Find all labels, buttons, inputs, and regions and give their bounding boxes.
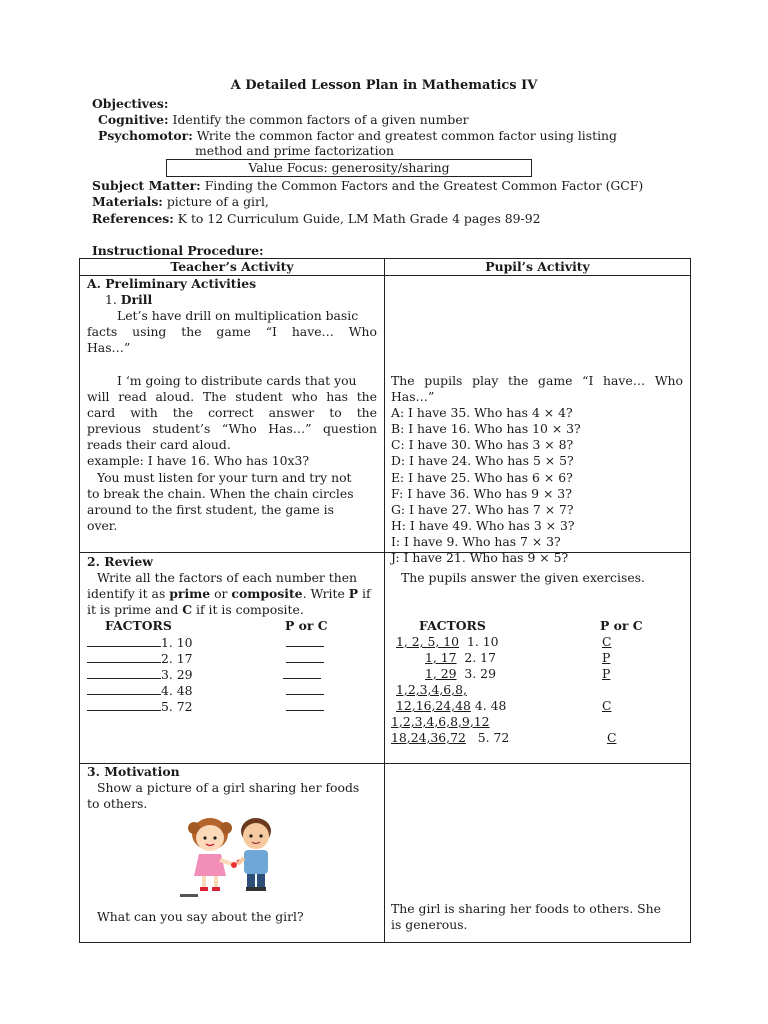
document-title: A Detailed Lesson Plan in Mathematics IV (230, 78, 538, 93)
drill-line: Has…” (87, 340, 131, 355)
drill-pupil-cell (385, 276, 691, 565)
answer-porc: P (602, 666, 611, 681)
pupil-card: G: I have 27. Who has 7 × 7? (391, 502, 574, 517)
pupil-drill-intro: Has…” (391, 389, 435, 404)
girl-sharing-picture (180, 814, 282, 898)
objective-cognitive: Cognitive: Identify the common factors of a given number (98, 112, 469, 127)
drill-teacher-cell (80, 276, 385, 553)
review-heading: 2. Review (87, 554, 153, 569)
review-pupil-cell (385, 553, 691, 764)
review-instruction: identify it as prime or composite. Write P if (87, 586, 371, 601)
teacher-activity-header: Teacher’s Activity (80, 259, 385, 276)
drill-line: will read aloud. The student who has the (87, 389, 377, 404)
factors-header: FACTORS (105, 618, 172, 633)
drill-line: to break the chain. When the chain circles (87, 486, 354, 501)
boy-figure (238, 818, 271, 891)
porc-blank (283, 666, 321, 683)
procedure-heading: Instructional Procedure: (92, 243, 264, 258)
answer-porc: C (607, 730, 617, 745)
porc-blank (286, 698, 324, 715)
pupil-card: A: I have 35. Who has 4 × 4? (391, 405, 573, 420)
table-row (80, 276, 691, 553)
review-instruction: Write all the factors of each number then (97, 570, 358, 585)
answer-factors: 1,2,3,4,6,8, (396, 682, 467, 697)
porc-blank (286, 650, 324, 667)
porc-blank (286, 682, 324, 699)
motivation-pupil-cell (385, 764, 691, 943)
objective-psychomotor: Psychomotor: Write the common factor and greatest common factor using listing (98, 128, 617, 143)
pupil-card: J: I have 21. Who has 9 × 5? (391, 550, 569, 565)
answer-factors: 18,24,36,72 5. 72 (391, 730, 510, 745)
motivation-answer: is generous. (391, 917, 468, 932)
answer-factors: 1, 29 3. 29 (425, 666, 496, 681)
pupil-card: E: I have 25. Who has 6 × 6? (391, 470, 573, 485)
answer-porc: C (602, 634, 612, 649)
porc-header: P or C (285, 618, 328, 633)
motivation-answer: The girl is sharing her foods to others. She (391, 901, 661, 916)
materials: Materials: picture of a girl, (92, 194, 269, 209)
pupil-porc-header: P or C (600, 618, 643, 633)
porc-blank (286, 634, 324, 651)
review-item: 1. 10 (87, 634, 193, 651)
pupil-activity-header: Pupil’s Activity (385, 259, 691, 276)
drill-line: I ‘m going to distribute cards that you (117, 373, 357, 388)
pupil-card: F: I have 36. Who has 9 × 3? (391, 486, 572, 501)
subject-matter: Subject Matter: Finding the Common Factors and the Greatest Common Factor (GCF) (92, 178, 644, 193)
review-teacher-cell (80, 553, 385, 764)
review-item: 2. 17 (87, 650, 193, 667)
drill-example: example: I have 16. Who has 10x3? (87, 453, 309, 468)
pupil-drill-intro: The pupils play the game “I have… Who (391, 373, 683, 388)
table-row (80, 764, 691, 943)
review-item: 5. 72 (87, 698, 193, 715)
answer-factors: 1, 17 2. 17 (425, 650, 496, 665)
motivation-teacher-cell (80, 764, 385, 943)
pupil-review-text: The pupils answer the given exercises. (401, 570, 645, 585)
motivation-question: What can you say about the girl? (97, 909, 304, 924)
answer-porc: C (602, 698, 612, 713)
girl-figure (188, 818, 242, 891)
review-item: 3. 29 (87, 666, 193, 683)
pupil-card: C: I have 30. Who has 3 × 8? (391, 437, 574, 452)
answer-factors: 1,2,3,4,6,8,9,12 (391, 714, 490, 729)
answer-factors: 1, 2, 5, 10 1. 10 (396, 634, 499, 649)
objective-psychomotor-cont: method and prime factorization (195, 143, 394, 158)
pupil-card: I: I have 9. Who has 7 × 3? (391, 534, 561, 549)
drill-line: You must listen for your turn and try not (97, 470, 352, 485)
motivation-heading: 3. Motivation (87, 764, 180, 779)
pupil-card: D: I have 24. Who has 5 × 5? (391, 453, 574, 468)
table-row (80, 553, 691, 764)
drill-heading: 1. Drill (105, 292, 153, 307)
drill-line: previous student’s “Who Has…” question (87, 421, 377, 436)
answer-porc: P (602, 650, 611, 665)
pupil-factors-header: FACTORS (419, 618, 486, 633)
drill-line: Let’s have drill on multiplication basic (117, 308, 359, 323)
motivation-text: Show a picture of a girl sharing her foods (97, 780, 360, 795)
drill-line: facts using the game “I have… Who (87, 324, 377, 339)
review-instruction: it is prime and C if it is composite. (87, 602, 304, 617)
motivation-text: to others. (87, 796, 148, 811)
pupil-card: B: I have 16. Who has 10 × 3? (391, 421, 581, 436)
drill-line: around to the first student, the game is (87, 502, 334, 517)
value-focus-box: Value Focus: generosity/sharing (166, 159, 532, 177)
pupil-card: H: I have 49. Who has 3 × 3? (391, 518, 575, 533)
answer-factors: 12,16,24,48 4. 48 (396, 698, 507, 713)
references: References: K to 12 Curriculum Guide, LM Math Grade 4 pages 89-92 (92, 211, 541, 226)
table-header-row (80, 259, 691, 276)
preliminary-heading: A. Preliminary Activities (87, 276, 257, 291)
activity-table (79, 258, 691, 943)
drill-line: over. (87, 518, 118, 533)
review-item: 4. 48 (87, 682, 193, 699)
drill-line: card with the correct answer to the (87, 405, 377, 420)
drill-line: reads their card aloud. (87, 437, 231, 452)
objectives-heading: Objectives: (92, 96, 169, 111)
